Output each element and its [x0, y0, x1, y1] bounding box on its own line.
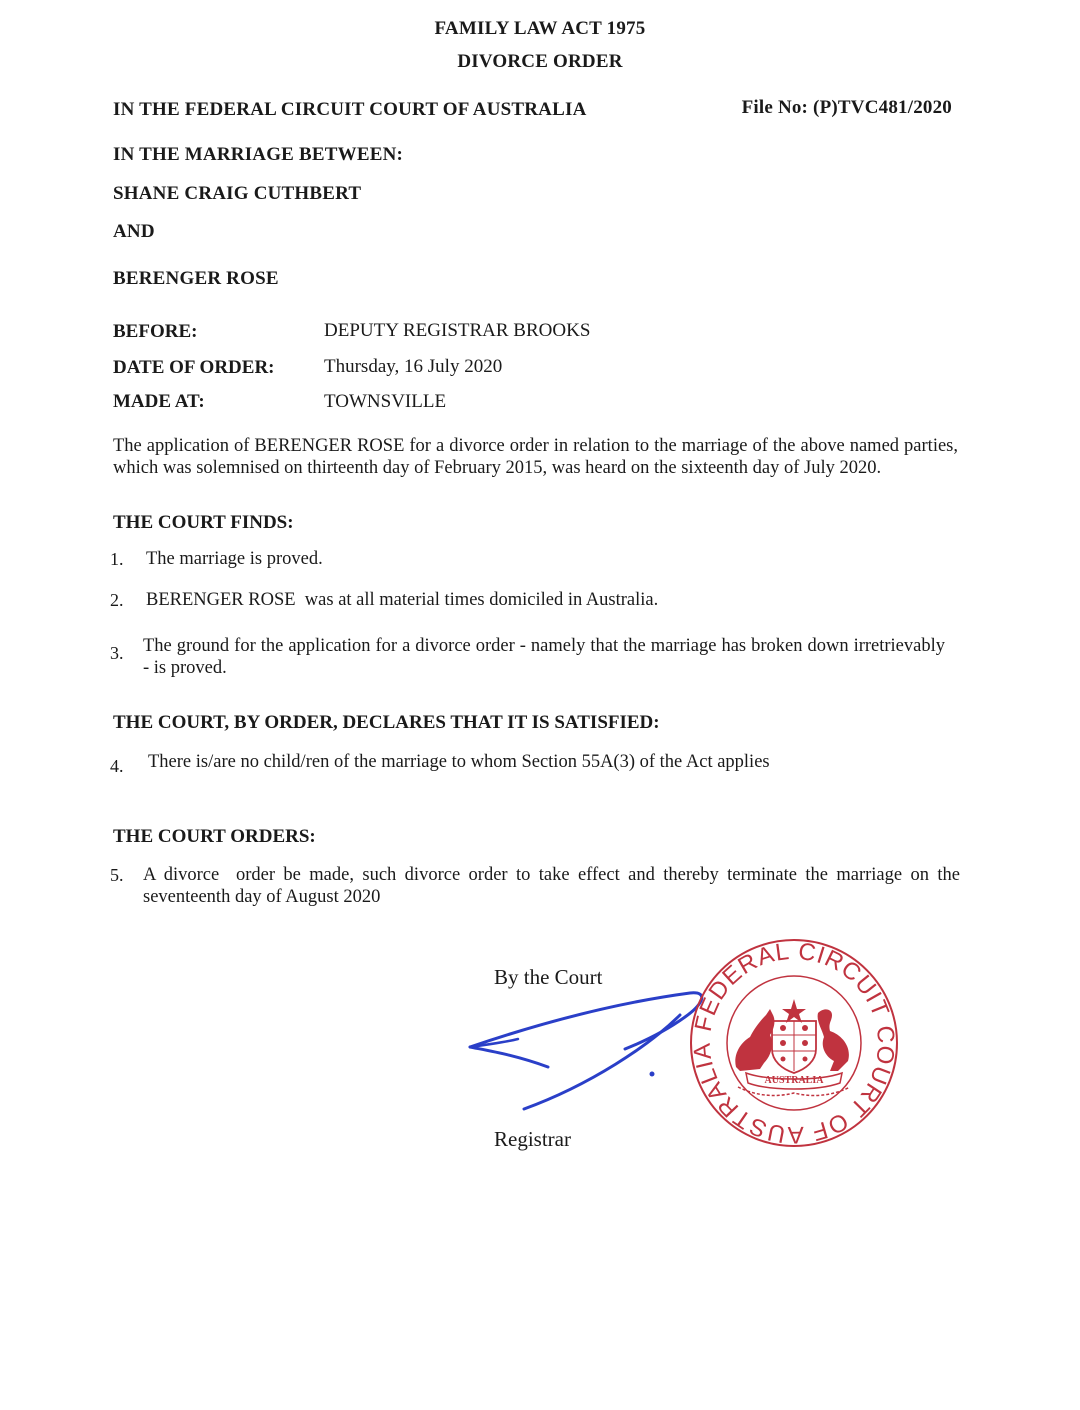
- seal-banner-text: AUSTRALIA: [764, 1075, 824, 1086]
- finding-text: The ground for the application for a divorce order - namely that the marriage has broken down irretrievably - is proved.: [143, 636, 945, 678]
- declaration-text: There is/are no child/ren of the marriage to whom Section 55A(3) of the Act applies: [148, 752, 770, 772]
- before-value: DEPUTY REGISTRAR BROOKS: [324, 320, 591, 341]
- and-label: AND: [113, 221, 155, 242]
- application-paragraph: The application of BERENGER ROSE for a divorce order in relation to the marriage of the above named parties, which was solemnised on thirteenth day of February 2015, was heard on the sixteenth day of July 2020.: [113, 436, 958, 478]
- finding-number: 3.: [110, 643, 124, 663]
- court-declares-heading: THE COURT, BY ORDER, DECLARES THAT IT IS SATISFIED:: [113, 712, 660, 733]
- finding-text: BERENGER ROSE was at all material times domiciled in Australia.: [146, 590, 659, 610]
- file-number: File No: (P)TVC481/2020: [741, 97, 952, 118]
- court-name: IN THE FEDERAL CIRCUIT COURT OF AUSTRALIA: [113, 99, 587, 120]
- kangaroo-icon: [735, 1009, 774, 1071]
- act-title: FAMILY LAW ACT 1975: [434, 18, 646, 39]
- by-the-court-label: By the Court: [494, 965, 603, 989]
- registrar-label: Registrar: [494, 1127, 571, 1151]
- marriage-between-label: IN THE MARRIAGE BETWEEN:: [113, 144, 404, 165]
- order-number: 5.: [110, 865, 124, 885]
- seal-ring-text: FEDERAL CIRCUIT COURT OF AUSTRALIA: [688, 937, 900, 1149]
- made-at-value: TOWNSVILLE: [324, 391, 447, 412]
- party-two: BERENGER ROSE: [113, 268, 279, 289]
- date-of-order-value: Thursday, 16 July 2020: [324, 356, 503, 377]
- date-of-order-label: DATE OF ORDER:: [113, 357, 275, 378]
- before-label: BEFORE:: [113, 321, 198, 342]
- finding-number: 1.: [110, 549, 124, 569]
- made-at-label: MADE AT:: [113, 391, 205, 412]
- court-seal-graphic: [688, 937, 900, 1149]
- declaration-number: 4.: [110, 756, 124, 776]
- court-finds-heading: THE COURT FINDS:: [113, 512, 294, 533]
- order-text: A divorce order be made, such divorce order to take effect and thereby terminate the marriage on the seventeenth day of August 2020: [143, 865, 965, 907]
- court-seal: [688, 937, 900, 1149]
- emu-icon: [818, 1009, 849, 1071]
- order-title: DIVORCE ORDER: [457, 51, 623, 72]
- registrar-signature: [460, 975, 720, 1125]
- finding-text: The marriage is proved.: [146, 549, 323, 569]
- star-icon: [782, 999, 806, 1023]
- court-orders-heading: THE COURT ORDERS:: [113, 826, 316, 847]
- party-one: SHANE CRAIG CUTHBERT: [113, 183, 362, 204]
- finding-number: 2.: [110, 590, 124, 610]
